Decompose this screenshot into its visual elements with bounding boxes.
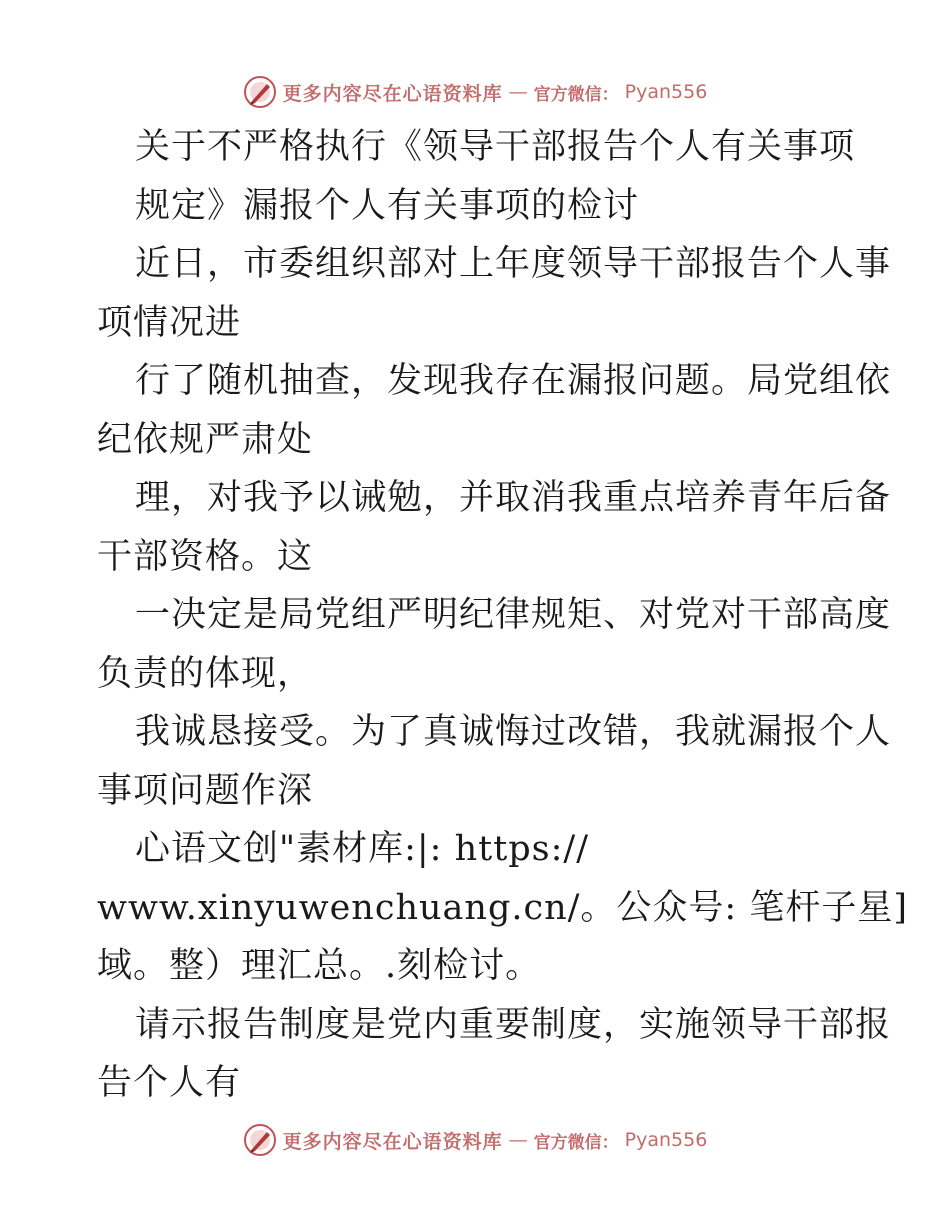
text-line: 负责的体现， xyxy=(97,653,314,694)
text-line: 理，对我予以诫勉，并取消我重点培养青年后备 xyxy=(135,478,892,518)
text-line: 行了随机抽查，发现我存在漏报问题。局党组依 xyxy=(135,361,892,401)
banner-dash: — xyxy=(508,1129,528,1151)
text-line: 事项问题作深 xyxy=(97,770,314,811)
text-line: 规定》漏报个人有关事项的检讨 xyxy=(135,185,640,226)
banner-wechat-label: 官方微信： xyxy=(533,1132,619,1153)
text-line: www.xinyuwenchuang.cn/。公众号: 笔杆子星] xyxy=(97,887,908,928)
header-watermark-banner xyxy=(0,72,950,112)
text-line: 域。整）理汇总。.刻检讨。 xyxy=(97,946,542,986)
text-line: 关于不严格执行《领导干部报告个人有关事项 xyxy=(135,127,856,167)
text-line: 一决定是局党组严明纪律规矩、对党对干部高度 xyxy=(135,595,892,635)
text-line: 我诚恳接受。为了真诚悔过改错，我就漏报个人 xyxy=(135,712,892,752)
text-line: 干部资格。这 xyxy=(97,536,314,577)
text-line: 项情况进 xyxy=(97,302,242,343)
document-body xyxy=(97,118,908,1113)
banner-wechat-label: 官方微信： xyxy=(533,84,619,105)
banner-site-text: 更多内容尽在心语资料库 xyxy=(282,82,503,105)
banner-dash: — xyxy=(508,81,528,103)
banner-wechat-id: Pyan556 xyxy=(624,81,708,103)
pen-logo-icon xyxy=(243,75,277,109)
text-line: 告个人有 xyxy=(97,1063,242,1103)
footer-watermark-banner xyxy=(0,1120,950,1160)
banner-site-text: 更多内容尽在心语资料库 xyxy=(282,1130,503,1153)
text-line: 纪依规严肃处 xyxy=(97,419,314,460)
text-line: 心语文创"素材库:|: https:// xyxy=(135,829,590,869)
text-line: 请示报告制度是党内重要制度，实施领导干部报 xyxy=(135,1004,892,1045)
pen-logo-icon xyxy=(243,1123,277,1157)
banner-wechat-id: Pyan556 xyxy=(624,1129,708,1151)
text-line: 近日，市委组织部对上年度领导干部报告个人事 xyxy=(135,244,892,284)
